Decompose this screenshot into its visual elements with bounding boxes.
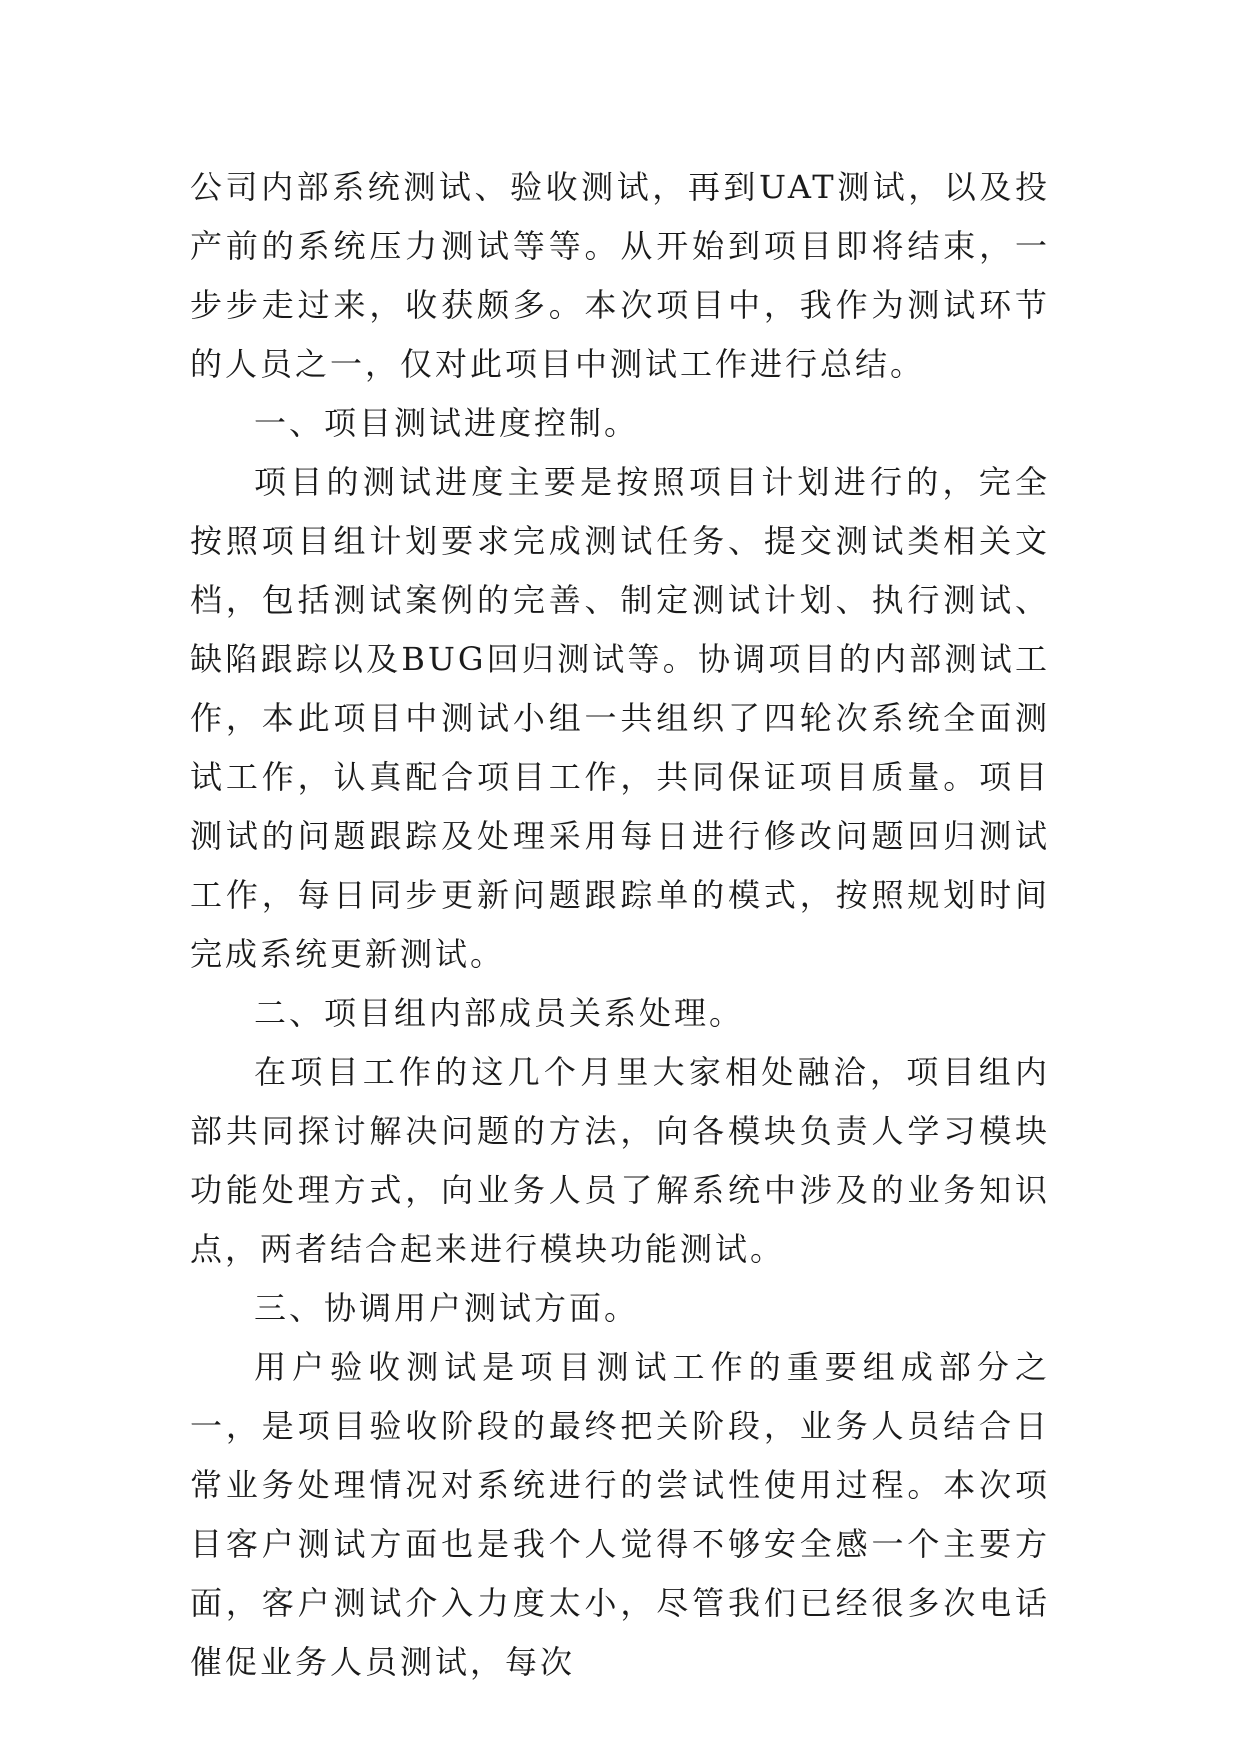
document-body: [190, 158, 1050, 1692]
section-heading-progress-control: 一、项目测试进度控制。: [254, 404, 640, 442]
section-heading-team-relations: 二、项目组内部成员关系处理。: [254, 994, 745, 1032]
paragraph-continuation: 公司内部系统测试、验收测试，再到UAT测试，以及投产前的系统压力测试等等。从开始到项目即将结束，一步步走过来，收获颇多。本次项目中，我作为测试环节的人员之一，仅对此项目中测试工作进行总结。: [190, 168, 1050, 383]
paragraph-progress-control: 项目的测试进度主要是按照项目计划进行的，完全按照项目组计划要求完成测试任务、提交测试类相关文档，包括测试案例的完善、制定测试计划、执行测试、缺陷跟踪以及BUG回归测试等。协调项目的内部测试工作，本此项目中测试小组一共组织了四轮次系统全面测试工作，认真配合项目工作，共同保证项目质量。项目测试的问题跟踪及处理采用每日进行修改问题回归测试工作，每日同步更新问题跟踪单的模式，按照规划时间完成系统更新测试。: [190, 463, 1050, 973]
section-heading-user-testing: 三、协调用户测试方面。: [254, 1289, 640, 1327]
paragraph-team-relations: 在项目工作的这几个月里大家相处融洽，项目组内部共同探讨解决问题的方法，向各模块负责人学习模块功能处理方式，向业务人员了解系统中涉及的业务知识点，两者结合起来进行模块功能测试。: [190, 1053, 1050, 1268]
paragraph-user-testing: 用户验收测试是项目测试工作的重要组成部分之一，是项目验收阶段的最终把关阶段，业务人员结合日常业务处理情况对系统进行的尝试性使用过程。本次项目客户测试方面也是我个人觉得不够安全感一个主要方面，客户测试介入力度太小，尽管我们已经很多次电话催促业务人员测试，每次: [190, 1348, 1050, 1681]
